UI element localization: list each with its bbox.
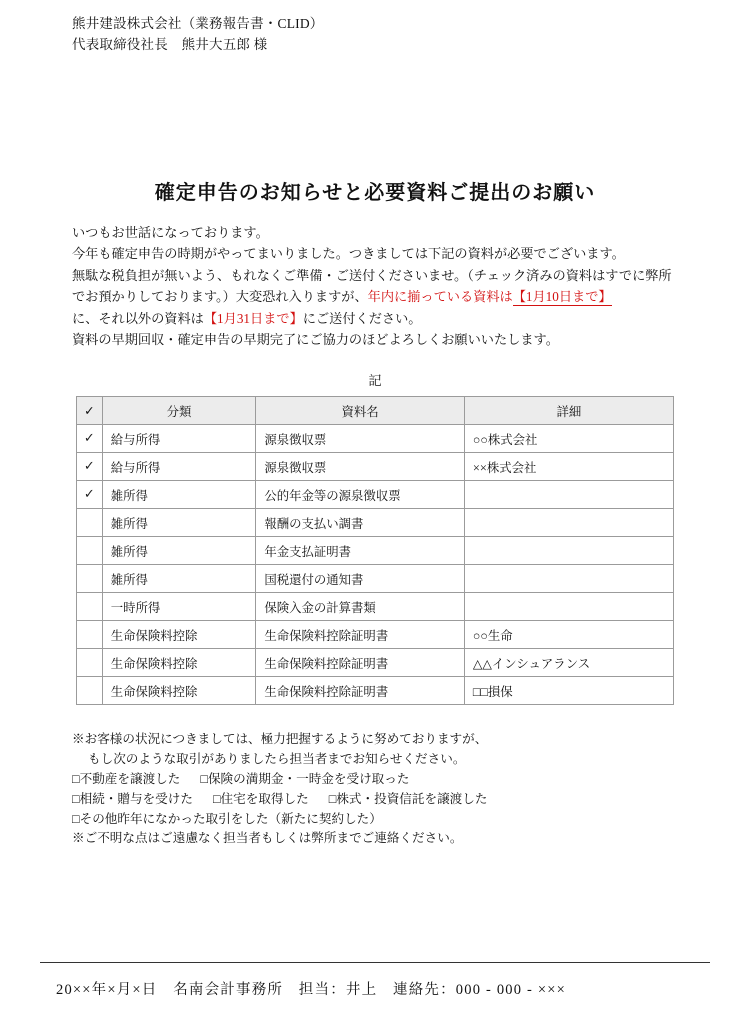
checkbox-insurance-maturity[interactable]: □保険の満期金・一時金を受け取った (200, 771, 410, 786)
row-category: 雑所得 (102, 565, 256, 593)
checkbox-securities[interactable]: □株式・投資信託を譲渡した (328, 791, 488, 806)
row-document-name: 公的年金等の源泉徴収票 (256, 481, 465, 509)
note-line-1: ※お客様の状況につきましては、極力把握するように努めておりますが、 (72, 732, 488, 746)
row-checkbox[interactable] (77, 509, 103, 537)
row-document-name: 源泉徴収票 (256, 425, 465, 453)
body-line-5-a: に、それ以外の資料は (72, 310, 204, 326)
checkbox-housing[interactable]: □住宅を取得した (212, 791, 309, 806)
deadline-date-2: 【1月31日まで】 (203, 310, 303, 326)
row-detail: ○○生命 (464, 621, 673, 649)
footer-contact: 20××年×月×日 名南会計事務所 担当：井上 連絡先：000 - 000 - ××× (56, 982, 566, 998)
row-category: 雑所得 (102, 481, 256, 509)
body-line-5 (72, 308, 682, 329)
table-row (77, 509, 674, 537)
deadline-date-1: 【1月10日まで】 (512, 289, 612, 305)
row-detail (464, 565, 673, 593)
check-icon: ✓ (83, 458, 95, 473)
row-checkbox[interactable] (77, 621, 103, 649)
row-document-name: 源泉徴収票 (256, 453, 465, 481)
row-document-name: 生命保険料控除証明書 (256, 649, 465, 677)
table-row (77, 649, 674, 677)
row-document-name: 生命保険料控除証明書 (256, 621, 465, 649)
table-row (77, 621, 674, 649)
row-document-name: 国税還付の通知書 (256, 565, 465, 593)
row-document-name: 年金支払証明書 (256, 537, 465, 565)
row-detail: ○○株式会社 (464, 425, 673, 453)
row-detail: △△インシュアランス (464, 649, 673, 677)
note-line-contact: ※ご不明な点はご遠慮なく担当者もしくは弊所までご連絡ください。 (72, 831, 463, 846)
row-checkbox[interactable] (77, 565, 103, 593)
body-line-4 (72, 286, 682, 307)
body-line-3: 無駄な税負担が無いよう、もれなくご準備・ご送付くださいませ。（チェック済みの資料はすでに弊所 (72, 267, 672, 283)
documents-table (76, 396, 674, 705)
checkbox-other-new-contract[interactable]: □その他昨年になかった取引をした（新たに契約した） (72, 811, 382, 826)
row-category: 雑所得 (102, 509, 256, 537)
row-detail (464, 537, 673, 565)
table-row (77, 425, 674, 453)
note-line-2: もし次のような取引がありましたら担当者までお知らせください。 (88, 751, 466, 766)
note-checkbox-line-1 (72, 770, 692, 790)
body-line-1: いつもお世話になっております。 (72, 225, 269, 240)
row-category: 生命保険料控除 (102, 649, 256, 677)
table-row (77, 481, 674, 509)
ki-mark: 記 (368, 373, 382, 388)
check-icon: ✓ (83, 486, 95, 501)
table-row (77, 453, 674, 481)
table-row (77, 677, 674, 705)
column-header-category: 分類 (102, 397, 256, 425)
column-header-name: 資料名 (256, 397, 465, 425)
row-category: 生命保険料控除 (102, 621, 256, 649)
row-category: 一時所得 (102, 593, 256, 621)
page-title: 確定申告のお知らせと必要資料ご提出のお願い (154, 182, 596, 204)
note-checkbox-line-2 (72, 790, 692, 810)
table-header-row (77, 397, 674, 425)
check-icon: ✓ (83, 430, 95, 445)
row-category: 雑所得 (102, 537, 256, 565)
row-checkbox[interactable] (77, 649, 103, 677)
row-checkbox[interactable] (77, 481, 103, 509)
row-document-name: 保険入金の計算書類 (256, 593, 465, 621)
column-header-detail: 詳細 (464, 397, 673, 425)
footer-divider (40, 962, 710, 963)
row-detail (464, 509, 673, 537)
checkbox-real-estate[interactable]: □不動産を譲渡した (72, 771, 181, 786)
row-category: 生命保険料控除 (102, 677, 256, 705)
table-row (77, 537, 674, 565)
deadline-phrase-1: 年内に揃っている資料は (367, 289, 513, 305)
body-line-5-c: にご送付ください。 (302, 310, 422, 326)
body-text (72, 222, 682, 350)
addressee-block (72, 14, 324, 56)
row-detail (464, 593, 673, 621)
table-row (77, 565, 674, 593)
row-document-name: 生命保険料控除証明書 (256, 677, 465, 705)
table-row (77, 593, 674, 621)
column-header-check: ✓ (77, 397, 103, 425)
body-line-4-a: でお預かりしております。）大変恐れ入りますが、 (72, 289, 368, 305)
row-detail: □□損保 (464, 677, 673, 705)
addressee-company: 熊井建設株式会社（業務報告書・CLID） (72, 16, 324, 31)
notes-block (72, 730, 692, 849)
addressee-person: 代表取締役社長 熊井大五郎 様 (72, 36, 268, 52)
row-checkbox[interactable] (77, 425, 103, 453)
row-checkbox[interactable] (77, 593, 103, 621)
row-checkbox[interactable] (77, 537, 103, 565)
row-checkbox[interactable] (77, 453, 103, 481)
row-checkbox[interactable] (77, 677, 103, 705)
body-line-2: 今年も確定申告の時期がやってまいりました。つきましては下記の資料が必要でございます。 (72, 246, 625, 262)
row-detail (464, 481, 673, 509)
note-checkbox-line-3 (72, 810, 692, 830)
row-category: 給与所得 (102, 453, 256, 481)
row-detail: ××株式会社 (464, 453, 673, 481)
row-category: 給与所得 (102, 425, 256, 453)
checkbox-inheritance-gift[interactable]: □相続・贈与を受けた (72, 791, 193, 806)
row-document-name: 報酬の支払い調書 (256, 509, 465, 537)
body-line-6: 資料の早期回収・確定申告の早期完了にご協力のほどよろしくお願いいたします。 (72, 331, 559, 347)
